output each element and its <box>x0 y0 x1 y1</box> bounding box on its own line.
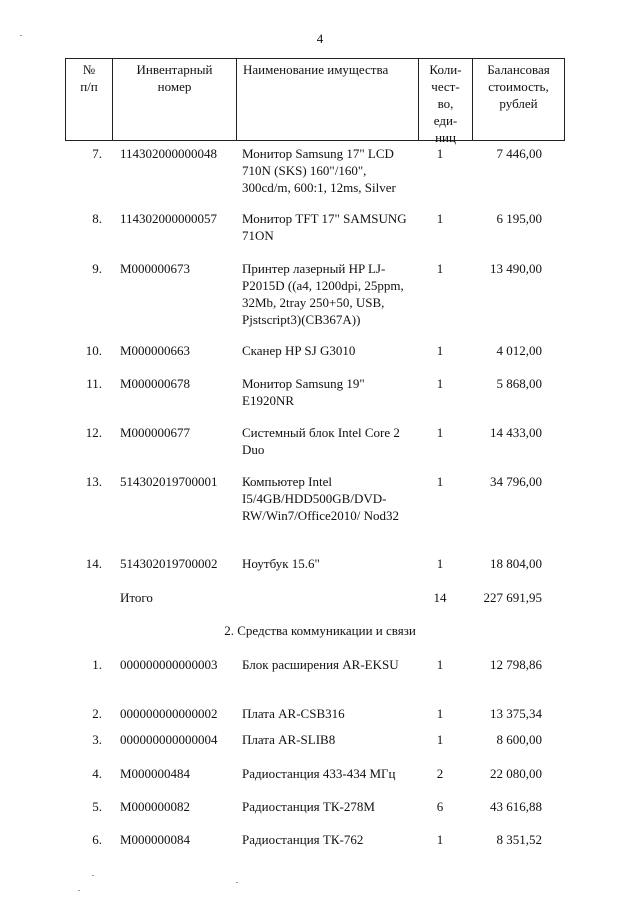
row-inventory-number: 000000000000004 <box>120 732 218 747</box>
row-cost: 8 351,52 <box>496 832 542 847</box>
row-cost: 43 616,88 <box>490 799 542 814</box>
row-inventory-number: M000000084 <box>120 832 191 847</box>
row-cost: 18 804,00 <box>490 556 542 571</box>
row-cost: 13 490,00 <box>490 261 542 276</box>
row-cost: 22 080,00 <box>490 766 542 781</box>
row-num: 14. <box>85 556 102 571</box>
row-name: Принтер лазерный HP LJ-P2015D ((a4, 1200dpi, 25ppm, 32Mb, 2tray 250+50, USB, Pjstscript3)(CB367A)) <box>242 261 404 327</box>
row-cost: 34 796,00 <box>490 474 542 489</box>
header-num: № п/п <box>66 59 113 140</box>
row-num: 2. <box>92 706 102 721</box>
row-quantity: 1 <box>436 556 444 571</box>
row-inventory-number: 000000000000002 <box>120 706 218 721</box>
table-header <box>65 58 565 145</box>
row-num: 9. <box>92 261 102 276</box>
row-name: Плата AR-SLIB8 <box>242 732 336 747</box>
row-num: 13. <box>85 474 102 489</box>
row-cost: 13 375,34 <box>490 706 542 721</box>
row-num: 4. <box>92 766 102 781</box>
row-quantity: 2 <box>436 766 444 781</box>
row-name: Радиостанция ТК-762 <box>242 832 364 847</box>
scan-speck <box>92 875 94 876</box>
page-number: 4 <box>316 31 324 46</box>
scan-speck <box>236 882 238 883</box>
row-cost: 6 195,00 <box>496 211 542 226</box>
row-inventory-number: 114302000000057 <box>120 211 218 226</box>
row-inventory-number: M000000484 <box>120 766 191 781</box>
row-quantity: 6 <box>436 799 444 814</box>
row-inventory-number: M000000673 <box>120 261 191 276</box>
row-num: 6. <box>92 832 102 847</box>
header-balance-cost: Балансовая стоимость, рублей <box>487 62 550 111</box>
row-name: Ноутбук 15.6" <box>242 556 320 571</box>
row-num: 8. <box>92 211 102 226</box>
row-num: 5. <box>92 799 102 814</box>
row-inventory-number: 000000000000003 <box>120 657 218 672</box>
row-name: Плата AR-CSB316 <box>242 706 345 721</box>
row-inventory-number: M000000663 <box>120 343 191 358</box>
header-quantity: Коли- чест- во, еди- ниц <box>419 59 473 140</box>
total-label: Итого <box>120 590 153 605</box>
row-inventory-number: 114302000000048 <box>120 146 218 161</box>
total-cost: 227 691,95 <box>483 590 542 605</box>
row-quantity: 1 <box>436 706 444 721</box>
row-inventory-number: M000000678 <box>120 376 191 391</box>
row-quantity: 1 <box>436 146 444 161</box>
row-cost: 7 446,00 <box>496 146 542 161</box>
row-quantity: 1 <box>436 832 444 847</box>
row-num: 7. <box>92 146 102 161</box>
row-name: Компьютер Intel I5/4GB/HDD500GB/DVD-RW/Win7/Office2010/ Nod32 <box>242 474 400 523</box>
row-num: 12. <box>85 425 102 440</box>
row-name: Системный блок Intel Core 2 Duo <box>242 425 400 457</box>
row-cost: 14 433,00 <box>490 425 542 440</box>
row-cost: 5 868,00 <box>496 376 542 391</box>
row-inventory-number: M000000677 <box>120 425 191 440</box>
row-cost: 12 798,86 <box>490 657 542 672</box>
total-quantity: 14 <box>433 590 447 605</box>
header-property-name: Наименование имущества <box>237 59 419 140</box>
row-quantity: 1 <box>436 261 444 276</box>
scan-speck <box>78 890 80 891</box>
row-name: Монитор Samsung 17" LCD 710N (SKS) 160"/160", 300cd/m, 600:1, 12ms, Silver <box>242 146 396 195</box>
row-name: Радиостанция 433-434 МГц <box>242 766 396 781</box>
row-inventory-number: M000000082 <box>120 799 191 814</box>
row-quantity: 1 <box>436 211 444 226</box>
row-name: Блок расширения AR-EKSU <box>242 657 399 672</box>
row-num: 10. <box>85 343 102 358</box>
row-name: Монитор TFT 17" SAMSUNG 71ON <box>242 211 407 243</box>
row-num: 1. <box>92 657 102 672</box>
row-name: Монитор Samsung 19" E1920NR <box>242 376 365 408</box>
row-num: 3. <box>92 732 102 747</box>
row-cost: 4 012,00 <box>496 343 542 358</box>
row-quantity: 1 <box>436 425 444 440</box>
row-name: Сканер HP SJ G3010 <box>242 343 356 358</box>
row-quantity: 1 <box>436 657 444 672</box>
scan-speck <box>20 35 22 36</box>
row-quantity: 1 <box>436 343 444 358</box>
row-name: Радиостанция ТК-278М <box>242 799 375 814</box>
row-quantity: 1 <box>436 732 444 747</box>
row-quantity: 1 <box>436 474 444 489</box>
row-num: 11. <box>86 376 102 391</box>
row-cost: 8 600,00 <box>496 732 542 747</box>
row-inventory-number: 514302019700001 <box>120 474 218 489</box>
row-quantity: 1 <box>436 376 444 391</box>
row-inventory-number: 514302019700002 <box>120 556 218 571</box>
header-inventory-number: Инвентарный номер <box>113 59 237 140</box>
section-title: 2. Средства коммуникации и связи <box>224 623 416 638</box>
